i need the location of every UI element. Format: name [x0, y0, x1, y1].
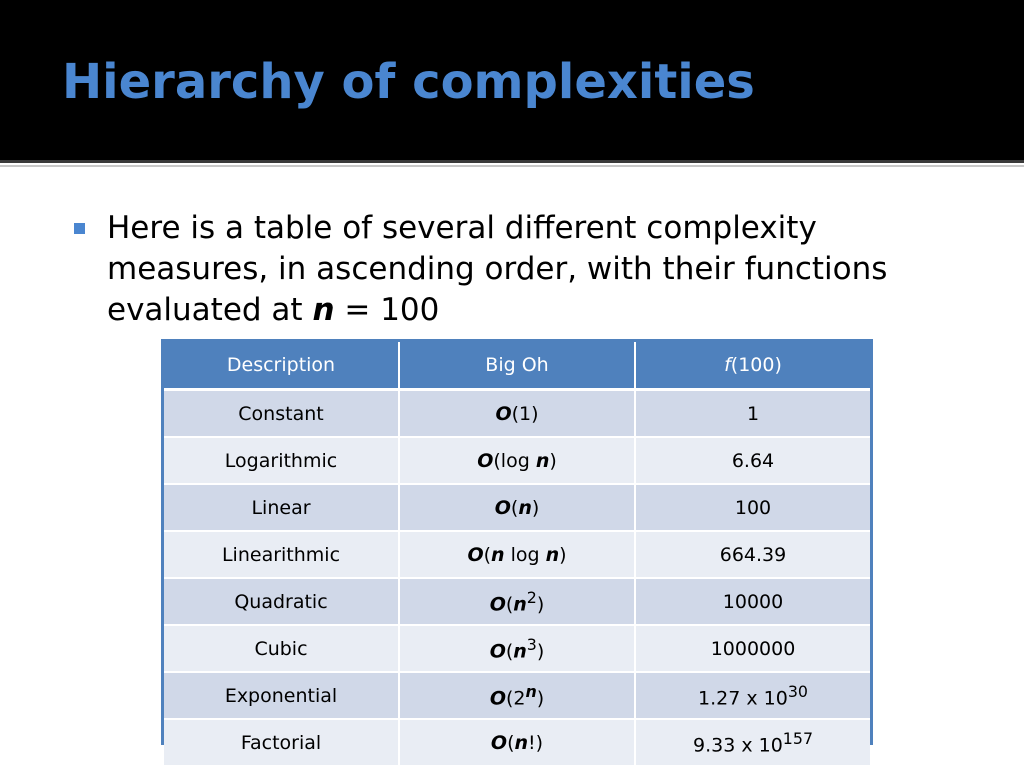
square-bullet-icon — [74, 223, 85, 234]
value-mantissa: 1.27 x 10 — [698, 687, 788, 710]
header-f-arg: (100) — [730, 354, 782, 376]
big-o-symbol: O — [495, 402, 512, 425]
table-header-row — [164, 342, 870, 390]
cell-description: Exponential — [164, 672, 399, 719]
bullet-text-after: = 100 — [334, 292, 440, 328]
header-description: Description — [164, 342, 399, 390]
cell-description: Factorial — [164, 719, 399, 765]
cell-value: 100 — [635, 484, 870, 531]
cell-value: 1 — [635, 390, 870, 438]
value-mantissa: 9.33 x 10 — [692, 734, 783, 757]
cell-value: 10000 — [635, 578, 870, 625]
bullet-text — [107, 208, 947, 331]
bullet-text-before: Here is a table of several different complexity measures, in ascending order, with their functions evaluated at — [107, 210, 888, 328]
cell-big-oh: $O(n^3)$ — [399, 625, 635, 672]
table-row — [164, 390, 870, 438]
cell-big-oh: O(n log n) — [399, 531, 635, 578]
cell-description: Linear — [164, 484, 399, 531]
cell-description: Quadratic — [164, 578, 399, 625]
bullet-variable-n: n — [312, 292, 335, 328]
value-exponent: 157 — [782, 728, 814, 748]
slide-title: Hierarchy of complexities — [62, 54, 755, 110]
title-bar — [0, 0, 1024, 160]
table-row — [164, 625, 870, 672]
header-f100 — [635, 342, 870, 390]
table-row — [164, 578, 870, 625]
header-f-func: f — [724, 354, 731, 376]
value-exponent: 30 — [787, 681, 808, 701]
cell-value — [635, 719, 870, 765]
cell-value — [635, 672, 870, 719]
cell-description: Linearithmic — [164, 531, 399, 578]
cell-big-oh: O(n!) — [399, 719, 635, 765]
cell-value: 1000000 — [635, 625, 870, 672]
cell-big-oh: O(2$^n$) — [399, 672, 635, 719]
table-row — [164, 672, 870, 719]
cell-big-oh: O(n) — [399, 484, 635, 531]
divider-dark — [0, 160, 1024, 163]
cell-big-oh: O(1) — [399, 390, 635, 438]
header-big-oh: Big Oh — [399, 342, 635, 390]
cell-value: 664.39 — [635, 531, 870, 578]
cell-big-oh: O(log n) — [399, 437, 635, 484]
cell-description: Cubic — [164, 625, 399, 672]
table-row — [164, 484, 870, 531]
cell-big-oh: $O(n^2)$ — [399, 578, 635, 625]
cell-description: Constant — [164, 390, 399, 438]
cell-value: 6.64 — [635, 437, 870, 484]
table-row — [164, 719, 870, 765]
complexity-table — [161, 339, 873, 757]
table-row — [164, 437, 870, 484]
cell-description: Logarithmic — [164, 437, 399, 484]
table-row — [164, 531, 870, 578]
divider-light — [0, 165, 1024, 167]
